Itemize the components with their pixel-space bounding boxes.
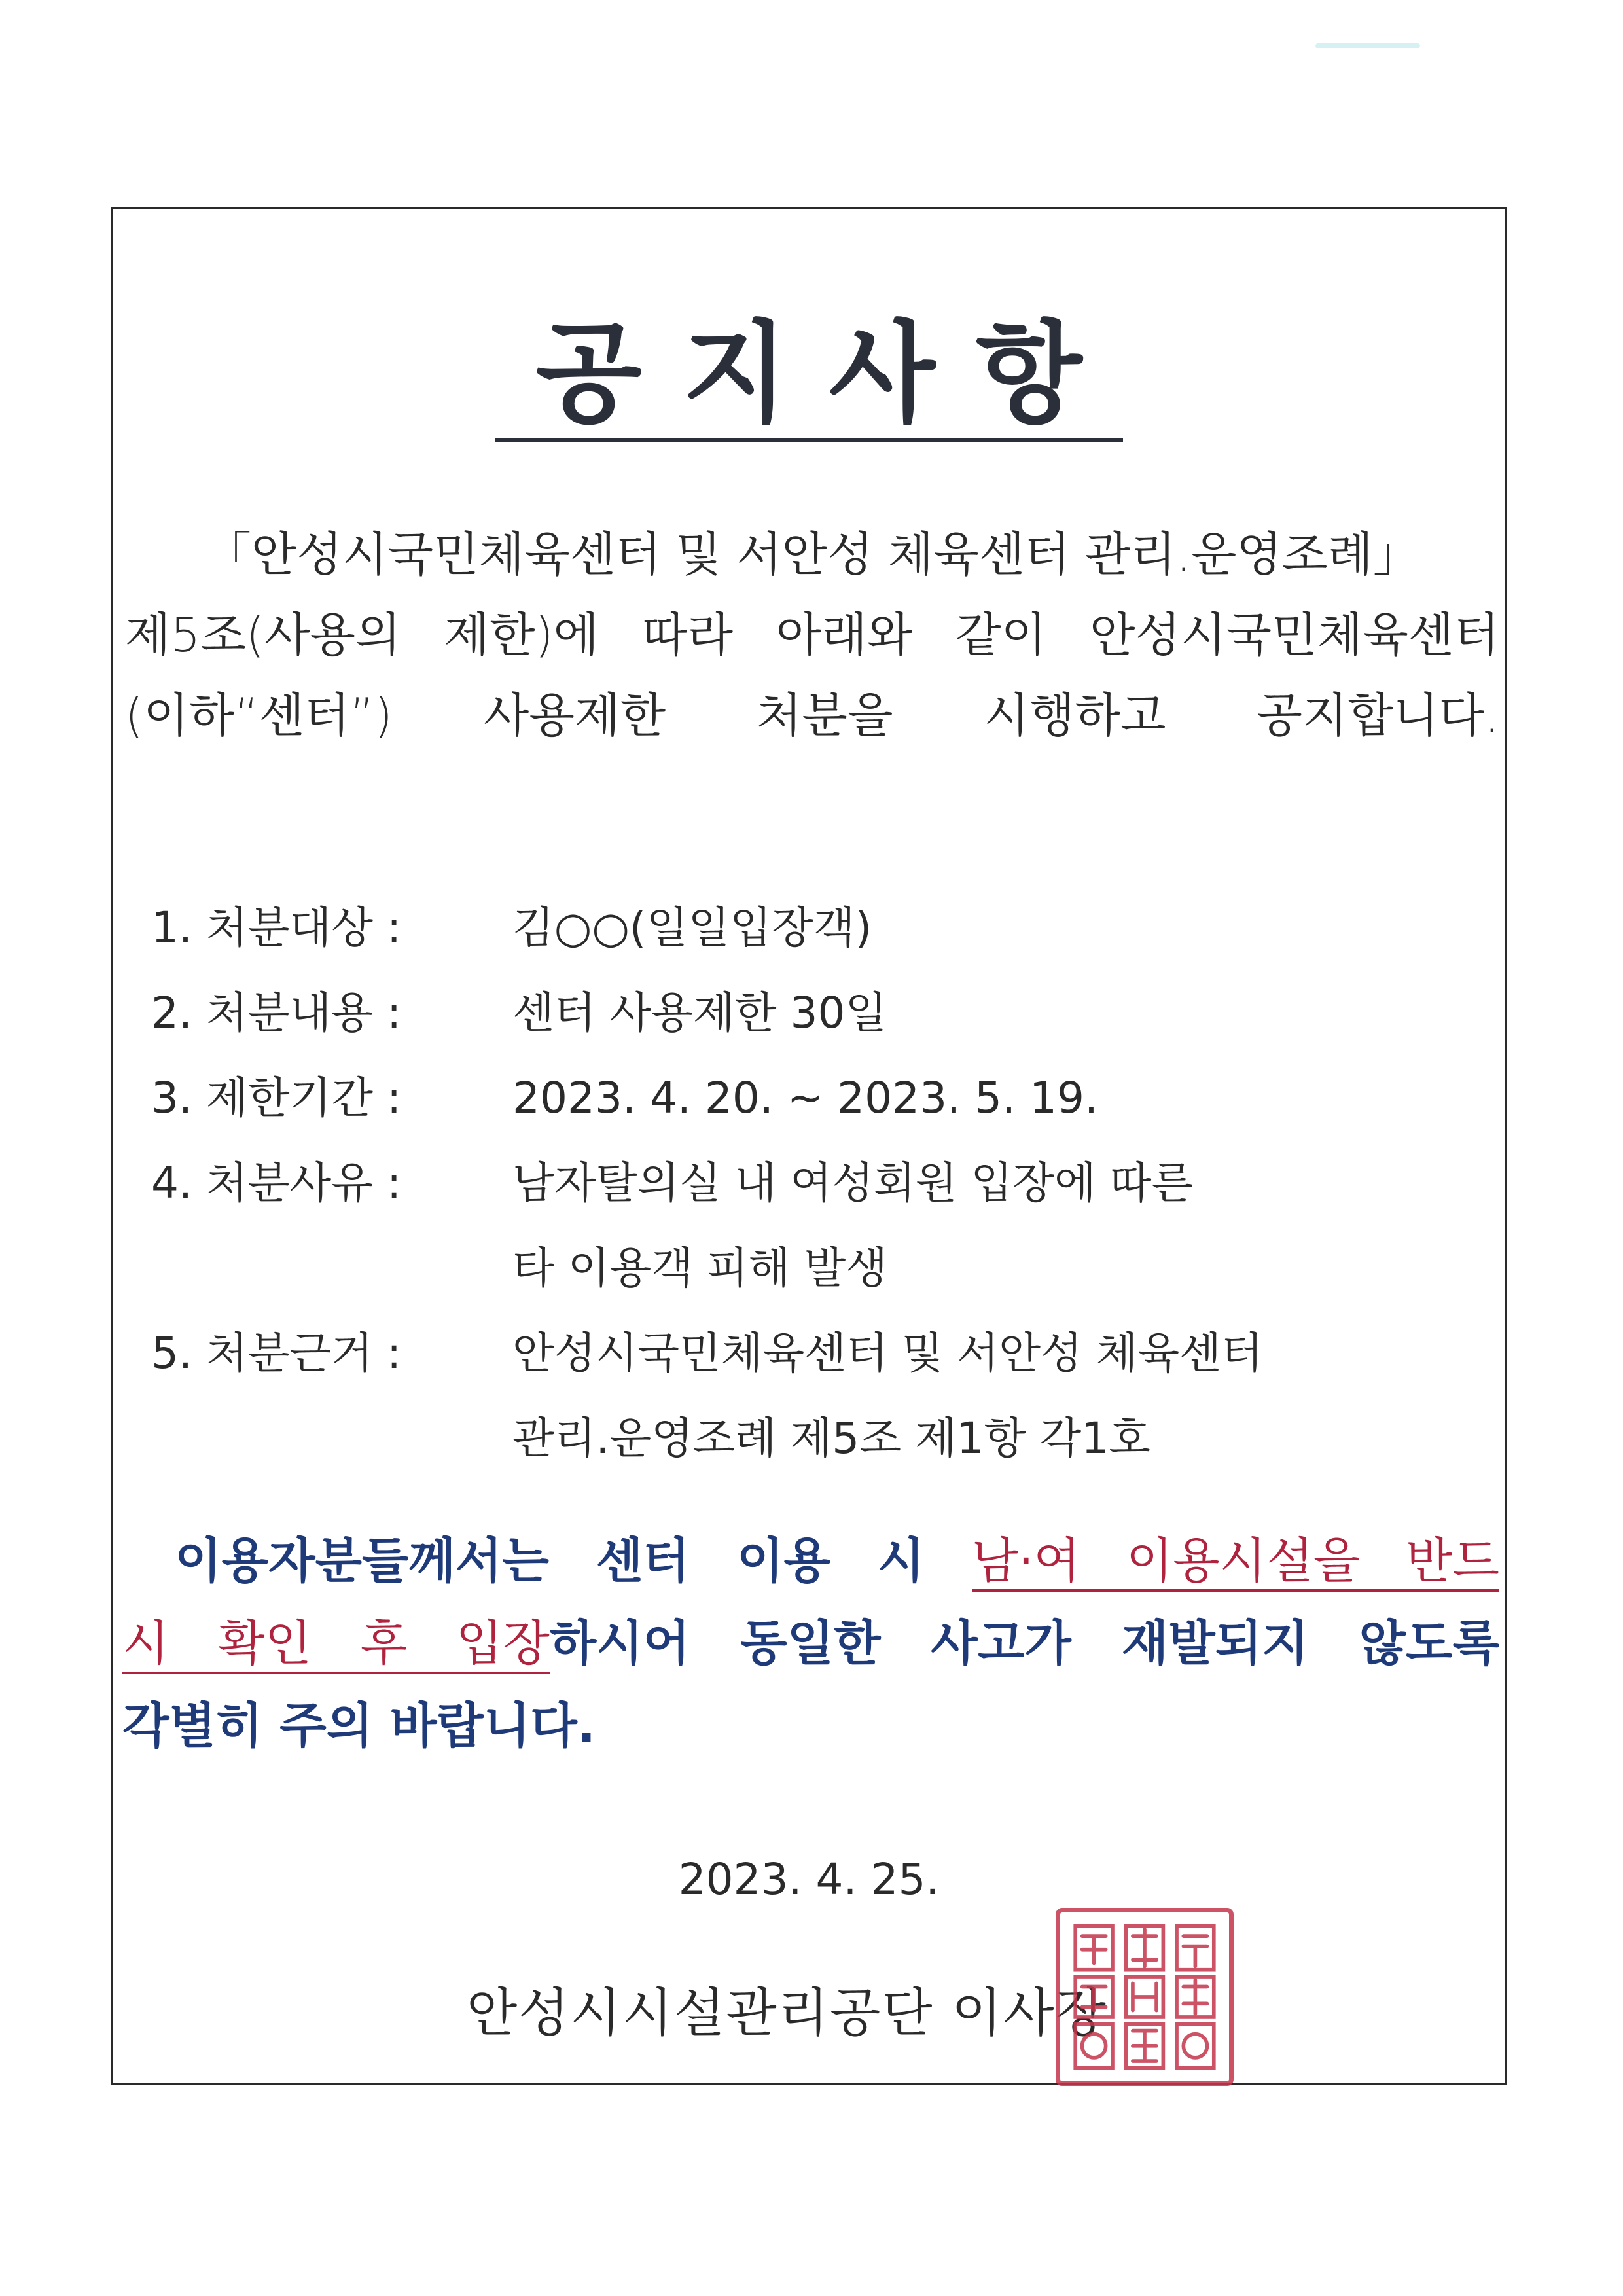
list-item	[151, 971, 1263, 1056]
warning-line-2	[122, 1602, 1499, 1685]
intro-line-1: 「안성시국민체육센터 및 서안성 체육센터 관리.운영조례」	[204, 527, 1421, 582]
warning-highlight: 시 확인 후 입장	[122, 1615, 550, 1674]
warning-text: 하시어 동일한 사고가 재발되지 않도록	[549, 1615, 1499, 1672]
disposition-list	[151, 886, 1263, 1481]
warning-line-3: 각별히 주의 바랍니다.	[122, 1698, 596, 1754]
warning-paragraph	[122, 1520, 1499, 1767]
official-seal-icon	[1056, 1908, 1234, 2086]
item-label: 4. 처분사유 :	[151, 1158, 402, 1208]
warning-text: 이용자분들께서는 센터 이용 시	[175, 1533, 972, 1589]
item-label: 2. 처분내용 :	[151, 988, 402, 1038]
issuer-name: 안성시시설관리공단 이사장	[467, 1982, 1107, 2043]
item-continuation: 관리.운영조례 제5조 제1항 각1호	[512, 1413, 1150, 1463]
notice-title	[113, 312, 1505, 442]
item-value: 남자탈의실 내 여성회원 입장에 따른	[512, 1158, 1194, 1208]
item-label: 3. 제한기간 :	[151, 1073, 402, 1123]
item-value: 센터 사용제한 30일	[512, 988, 887, 1038]
item-label: 5. 처분근거 :	[151, 1328, 402, 1378]
list-item	[151, 1141, 1263, 1226]
intro-paragraph	[125, 514, 1499, 756]
list-item	[151, 1311, 1263, 1396]
warning-highlight: 남·여 이용시설을 반드	[972, 1533, 1500, 1592]
intro-line-3: (이하“센터”) 사용제한 처분을 시행하고 공지합니다.	[125, 688, 1499, 743]
item-value: 김○○(일일입장객)	[512, 903, 872, 953]
notice-date: 2023. 4. 25.	[678, 1854, 940, 1905]
item-value: 2023. 4. 20. ~ 2023. 5. 19.	[512, 1073, 1098, 1123]
item-label: 1. 처분대상 :	[151, 903, 402, 953]
intro-line-2: 제5조(사용의 제한)에 따라 아래와 같이 안성시국민체육센터	[125, 607, 1499, 662]
item-continuation: 타 이용객 피해 발생	[512, 1243, 887, 1293]
notice-frame	[111, 207, 1507, 2085]
item-value: 안성시국민체육센터 및 서안성 체육센터	[512, 1328, 1263, 1378]
warning-line-1	[122, 1520, 1499, 1602]
scan-mark	[1315, 43, 1420, 48]
seal-glyphs	[1060, 1912, 1229, 2081]
list-item	[151, 886, 1263, 971]
list-item	[151, 1056, 1263, 1141]
title-text: 공지사항	[495, 312, 1122, 442]
